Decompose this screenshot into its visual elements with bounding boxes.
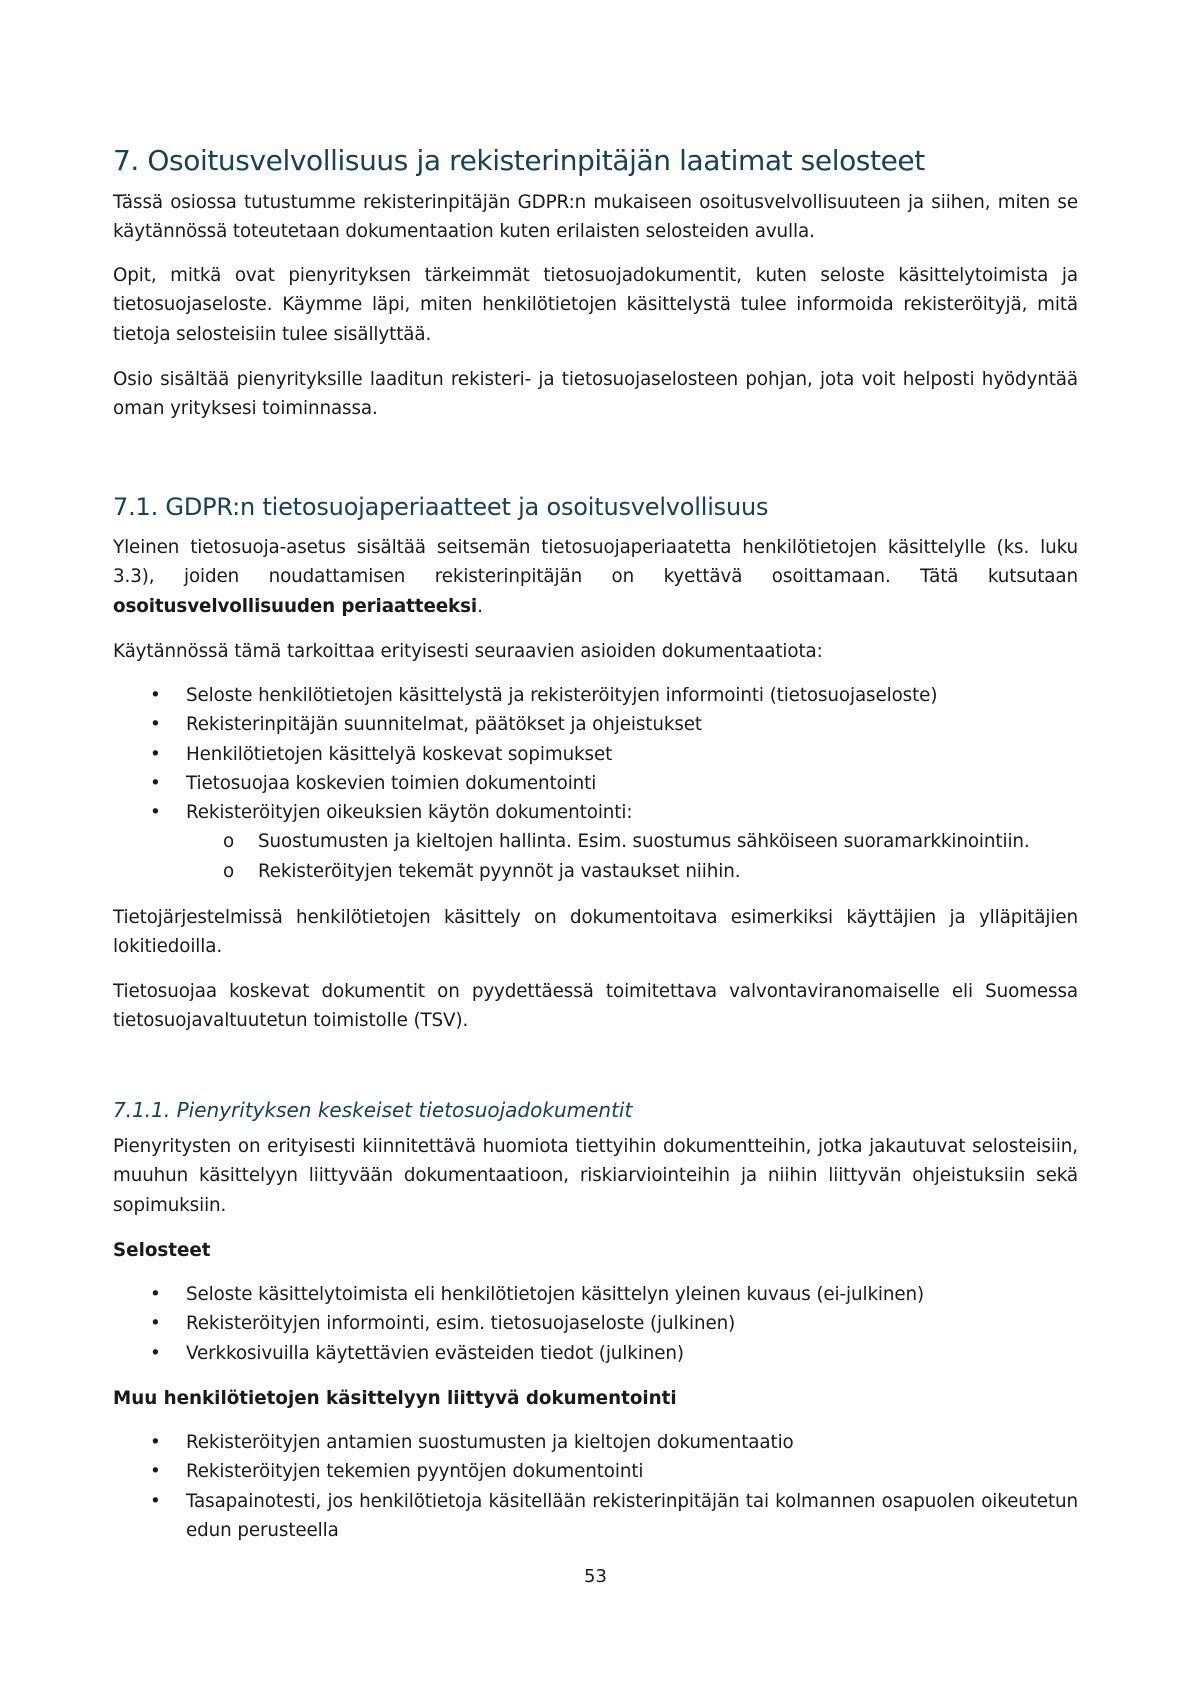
section-7-paragraph-1: Tässä osiossa tutustumme rekisterinpitäjän GDPR:n mukaiseen osoitusvelvollisuuteen ja siihen, miten se käytännössä toteutetaan dokumentaation kuten erilaisten selosteiden avulla.: [113, 192, 1078, 243]
list-item: [113, 1457, 1078, 1486]
list-item: [113, 769, 1078, 798]
bullet-icon: •: [150, 1342, 161, 1364]
section-7-1-1-paragraph-1: Pienyritysten on erityisesti kiinnitettävä huomiota tiettyihin dokumentteihin, jotka jakautuvat selosteisiin, muuhun käsittelyyn liittyvään dokumentaatioon, riskiarviointeihin ja niihin liittyvän ohjeistuksiin sekä sopimuksiin.: [113, 1136, 1078, 1216]
list-item-text: Verkkosivuilla käytettävien evästeiden tiedot (julkinen): [186, 1342, 684, 1364]
section-7-paragraph-2: Opit, mitkä ovat pienyrityksen tärkeimmät tietosuojadokumentit, kuten seloste käsittelytoimista ja tietosuojaseloste. Käymme läpi, miten henkilötietojen käsittelystä tulee informoida rekisteröityjä, mitä tietoja selosteisiin tulee sisällyttää.: [113, 265, 1078, 345]
bold-term: osoitusvelvollisuuden periaatteeksi: [113, 595, 478, 617]
page-number: 53: [584, 1566, 607, 1587]
section-7-1-paragraph-3: Tietojärjestelmissä henkilötietojen käsittely on dokumentoitava esimerkiksi käyttäjien ja ylläpitäjien lokitiedoilla.: [113, 907, 1078, 958]
bullet-icon: •: [150, 1490, 161, 1512]
selosteet-list: [113, 1280, 1078, 1368]
sub-list-item: [113, 857, 1078, 886]
list-item: [113, 681, 1078, 710]
list-item: [113, 798, 1078, 827]
paragraph-text: Yleinen tietosuoja-asetus sisältää seitsemän tietosuojaperiaatetta henkilötietojen käsittelylle (ks. luku 3.3), joiden noudattamisen rekisterinpitäjän on kyettävä osoittamaan. Tätä kutsutaan: [113, 537, 1078, 588]
bullet-icon: •: [150, 743, 161, 765]
sub-bullet-icon: o: [223, 860, 235, 882]
other-documentation-list: [113, 1428, 1078, 1545]
section-7-1-1-heading: 7.1.1. Pienyrityksen keskeiset tietosuojadokumentit: [113, 1098, 633, 1122]
list-item-text: Rekisteröityjen antamien suostumusten ja kieltojen dokumentaatio: [186, 1432, 794, 1453]
bullet-icon: •: [150, 772, 161, 794]
list-item-text: Seloste käsittelytoimista eli henkilötietojen käsittelyn yleinen kuvaus (ei-julkinen): [186, 1284, 925, 1305]
list-item: [113, 1280, 1078, 1309]
list-item-text: Seloste henkilötietojen käsittelystä ja rekisteröityjen informointi (tietosuojaseloste): [186, 685, 938, 706]
bullet-icon: •: [150, 1284, 161, 1305]
list-item-text: Tasapainotesti, jos henkilötietoja käsitellään rekisterinpitäjän tai kolmannen osapuolen oikeutetun edun perusteella: [186, 1490, 1078, 1541]
list-item-text: Henkilötietojen käsittelyä koskevat sopimukset: [186, 743, 613, 765]
list-item: [113, 710, 1078, 739]
list-item: [113, 1309, 1078, 1338]
list-item: [113, 1428, 1078, 1457]
subheading-other-documentation: Muu henkilötietojen käsittelyyn liittyvä dokumentointi: [113, 1388, 677, 1409]
section-7-1-paragraph-1: [113, 533, 1078, 621]
list-item-text: Suostumusten ja kieltojen hallinta. Esim. suostumus sähköiseen suoramarkkinointiin.: [258, 831, 1030, 853]
list-item: [113, 1487, 1078, 1546]
sub-bullet-icon: o: [223, 831, 235, 853]
list-item-text: Rekisteröityjen tekemät pyynnöt ja vastaukset niihin.: [258, 860, 741, 882]
list-item-text: Tietosuojaa koskevien toimien dokumentointi: [186, 772, 597, 794]
section-7-heading: 7. Osoitusvelvollisuus ja rekisterinpitäjän laatimat selosteet: [113, 144, 925, 177]
section-7-1-paragraph-4: Tietosuojaa koskevat dokumentit on pyydettäessä toimitettava valvontaviranomaiselle eli Suomessa tietosuojavaltuutetun toimistolle (TSV).: [113, 981, 1078, 1032]
documentation-list: [113, 681, 1078, 886]
section-7-1-paragraph-2: Käytännössä tämä tarkoittaa erityisesti seuraavien asioiden dokumentaatiota:: [113, 641, 823, 662]
subheading-selosteet: Selosteet: [113, 1240, 211, 1261]
sub-list-item: [113, 827, 1078, 856]
list-item-text: Rekisterinpitäjän suunnitelmat, päätökset ja ohjeistukset: [186, 714, 702, 736]
list-item-text: Rekisteröityjen oikeuksien käytön dokumentointi:: [186, 802, 633, 824]
bullet-icon: •: [150, 802, 161, 824]
bullet-icon: •: [150, 1461, 161, 1483]
bullet-icon: •: [150, 1313, 161, 1335]
paragraph-text-end: .: [477, 595, 483, 617]
bullet-icon: •: [150, 714, 161, 736]
bullet-icon: •: [150, 685, 161, 706]
section-7-1-heading: 7.1. GDPR:n tietosuojaperiaatteet ja osoitusvelvollisuus: [113, 493, 769, 521]
section-7-paragraph-3: Osio sisältää pienyrityksille laaditun rekisteri- ja tietosuojaselosteen pohjan, jota voit helposti hyödyntää oman yrityksesi toiminnassa.: [113, 369, 1078, 420]
bullet-icon: •: [150, 1432, 161, 1453]
list-item: [113, 740, 1078, 769]
list-item-text: Rekisteröityjen informointi, esim. tietosuojaseloste (julkinen): [186, 1313, 736, 1335]
list-item: [113, 1339, 1078, 1368]
list-item-text: Rekisteröityjen tekemien pyyntöjen dokumentointi: [186, 1461, 644, 1483]
